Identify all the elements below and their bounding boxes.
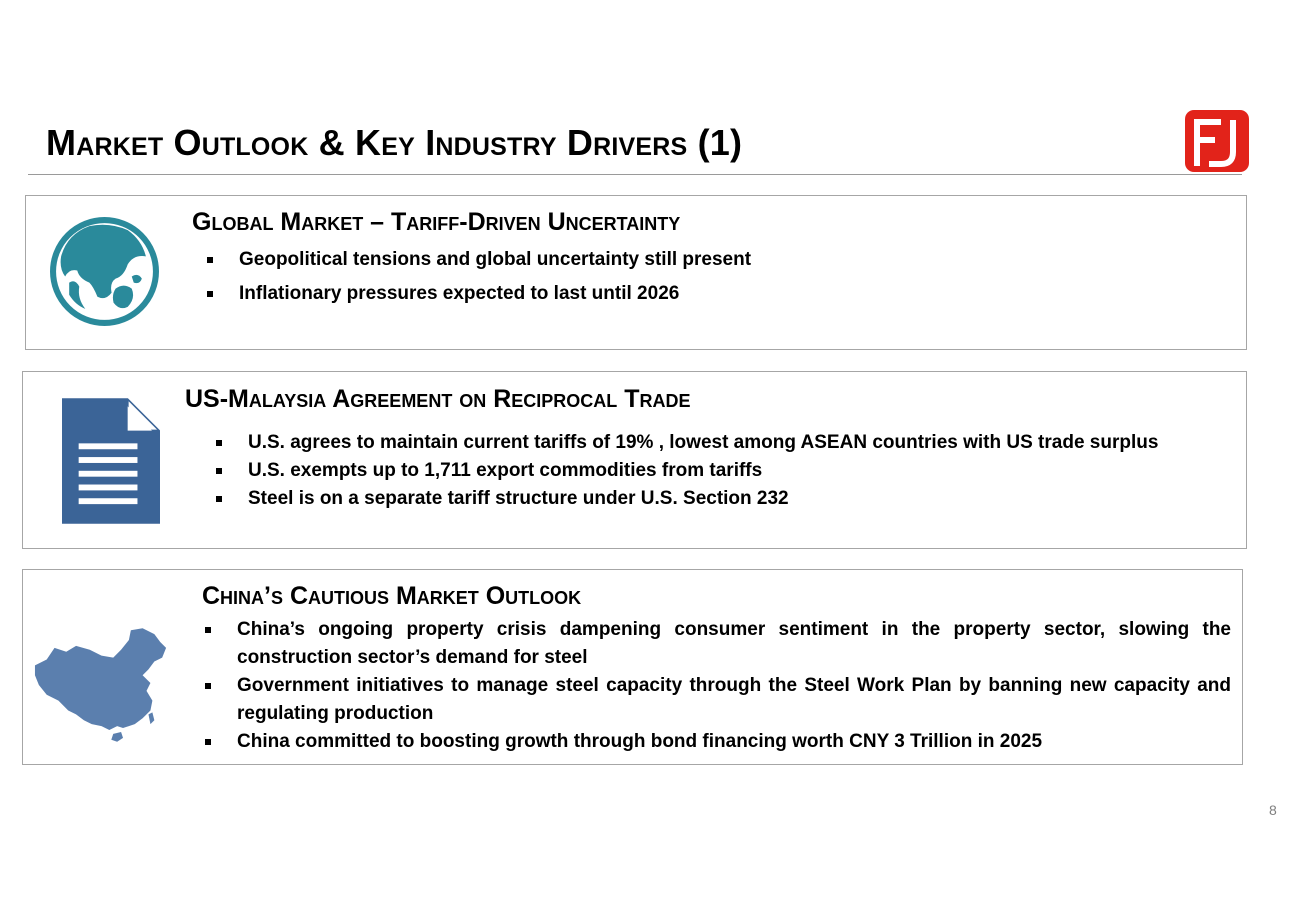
section-heading: China’s Cautious Market Outlook: [202, 582, 582, 610]
list-item: China committed to boosting growth through bond financing worth CNY 3 Trillion in 2025: [205, 728, 1231, 756]
bullet-list: [207, 246, 1207, 308]
list-item: Inflationary pressures expected to last until 2026: [207, 280, 1207, 308]
section-us-malaysia-agreement: [22, 371, 1247, 549]
section-china-outlook: [22, 569, 1243, 765]
title-divider: [28, 174, 1242, 175]
china-map-icon: [33, 626, 170, 744]
section-global-market: [25, 195, 1247, 350]
list-item: U.S. exempts up to 1,711 export commodities from tariffs: [216, 457, 1236, 485]
section-heading: Global Market – Tariff-Driven Uncertainty: [192, 208, 681, 236]
bullet-list: [205, 616, 1231, 756]
document-icon: [62, 398, 160, 524]
list-item: China’s ongoing property crisis dampening consumer sentiment in the property sector, slowing the construction sector’s demand for steel: [205, 616, 1231, 672]
section-heading: US-Malaysia Agreement on Reciprocal Trade: [185, 385, 691, 413]
globe-icon: [49, 216, 160, 327]
page-number: 8: [1269, 802, 1277, 818]
company-logo-icon: [1183, 108, 1251, 174]
list-item: Steel is on a separate tariff structure under U.S. Section 232: [216, 485, 1236, 513]
bullet-list: [216, 429, 1236, 513]
list-item: Geopolitical tensions and global uncertainty still present: [207, 246, 1207, 274]
list-item: U.S. agrees to maintain current tariffs of 19% , lowest among ASEAN countries with US trade surplus: [216, 429, 1236, 457]
list-item: Government initiatives to manage steel capacity through the Steel Work Plan by banning new capacity and regulating production: [205, 672, 1231, 728]
slide-title: Market Outlook & Key Industry Drivers (1): [46, 122, 743, 163]
